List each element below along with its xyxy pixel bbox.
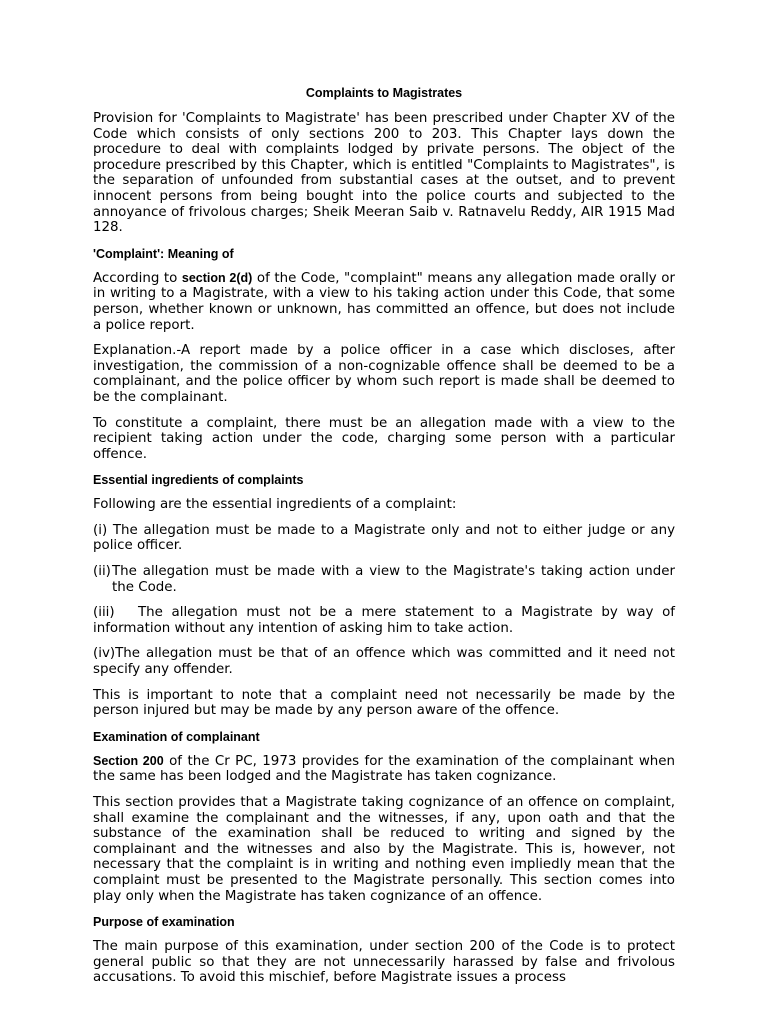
ingredient-text: The allegation must not be a mere statement to a Magistrate by way of information without any intention of asking him to take action. xyxy=(93,605,675,636)
purpose-heading: Purpose of examination xyxy=(93,915,235,930)
intro-paragraph: Provision for 'Complaints to Magistrate' has been prescribed under Chapter XV of the Code which consists of only sections 200 to 203. This Chapter lays down the procedure to deal with complaints lodged by private persons. The object of the procedure prescribed by this Chapter, which is entitled "Complaints to Magistrates", is the separation of unfounded from substantial cases at the outset, and to prevent innocent persons from being bought into the police courts and subjected to the annoyance of frivolous charges; Sheik Meeran Saib v. Ratnavelu Reddy, AIR 1915 Mad 128. xyxy=(93,111,675,236)
ingredients-note: This is important to note that a complaint need not necessarily be made by the person injured but may be made by any person aware of the offence. xyxy=(93,687,675,719)
explanation-paragraph: Explanation.-A report made by a police officer in a case which discloses, after investigation, the commission of a non-cognizable offence shall be deemed to be a complainant, and the police officer by whom such report is made shall be deemed to be the complainant. xyxy=(93,343,675,405)
section-2d-reference: section 2(d) xyxy=(181,270,253,285)
ingredient-text: The allegation must be made with a view to the Magistrate's taking action under the Code. xyxy=(112,564,675,595)
ingredient-text: The allegation must be that of an offence which was committed and it need not specify any offender. xyxy=(93,646,675,678)
ingredients-heading: Essential ingredients of complaints xyxy=(93,473,304,488)
definition-body-text: of the Code, "complaint" means any allegation made orally or in writing to a Magistrate, with a view to his taking action under this Code, that some person, whether known or unknown, has committed an offence, but does not include a police report. xyxy=(93,270,675,333)
definition-paragraph xyxy=(93,271,675,333)
purpose-paragraph: The main purpose of this examination, under section 200 of the Code is to protect general public so that they are not unnecessarily harassed by false and frivolous accusations. To avoid this mischief, before Magistrate issues a process xyxy=(93,939,675,986)
examination-heading: Examination of complainant xyxy=(93,729,260,744)
ingredient-marker: (iv) xyxy=(93,646,116,662)
ingredients-lead: Following are the essential ingredients of a complaint: xyxy=(93,497,457,513)
ingredient-marker: (iii) xyxy=(93,605,115,621)
document-page xyxy=(93,85,675,996)
ingredient-marker: (ii) xyxy=(93,564,111,580)
constitute-paragraph: To constitute a complaint, there must be an allegation made with a view to the recipient taking action under the code, charging some person with a particular offence. xyxy=(93,415,675,462)
section-200-reference: Section 200 xyxy=(93,753,164,768)
document-title: Complaints to Magistrates xyxy=(305,86,463,100)
ingredient-item-i xyxy=(93,523,675,554)
ingredient-item-iii xyxy=(93,605,675,636)
ingredient-item-iv xyxy=(93,646,675,677)
ingredient-marker: (i) xyxy=(93,522,108,538)
meaning-heading: 'Complaint': Meaning of xyxy=(93,246,234,261)
ingredient-item-ii xyxy=(93,564,675,595)
section-200-body-text: of the Cr PC, 1973 provides for the examination of the complainant when the same has been lodged and the Magistrate has taken cognizance. xyxy=(93,753,675,785)
examination-detail-paragraph: This section provides that a Magistrate taking cognizance of an offence on complaint, shall examine the complainant and the witnesses, if any, upon oath and that the substance of the examination shall be reduced to writing and signed by the complainant and the witnesses and also by the Magistrate. This is, however, not necessary that the complaint is in writing and nothing even impliedly mean that the complaint must be presented to the Magistrate personally. This section comes into play only when the Magistrate has taken cognizance of an offence. xyxy=(93,795,675,904)
section-200-paragraph xyxy=(93,754,675,785)
definition-lead-text: According to xyxy=(93,270,182,286)
ingredient-text: The allegation must be made to a Magistrate only and not to either judge or any police officer. xyxy=(93,522,675,554)
